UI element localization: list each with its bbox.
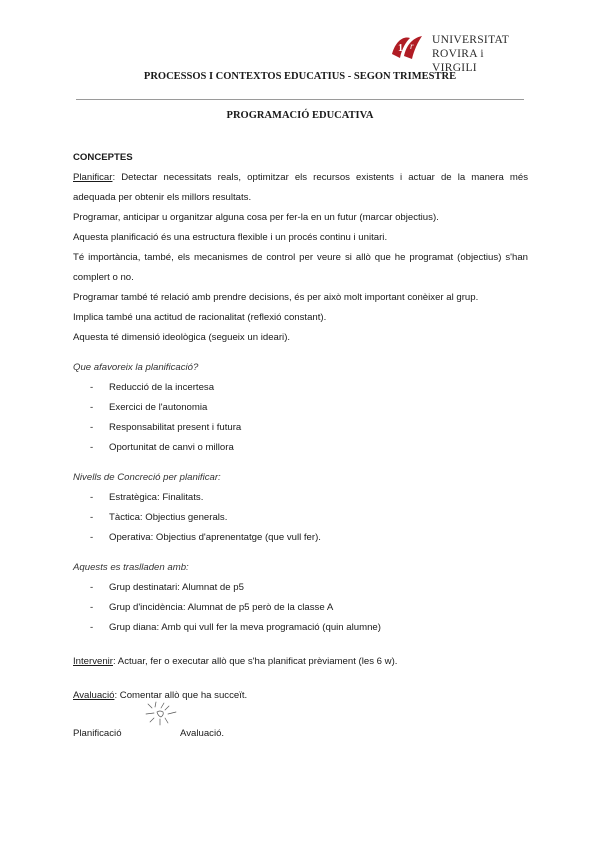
urv-emblem-icon [390, 32, 426, 62]
logo-text [432, 33, 530, 75]
paragraph: Implica també una actitud de racionalitat (reflexió constant). [73, 312, 327, 323]
logo-line-1: UNIVERSITAT [432, 34, 510, 46]
list-item: - Grup diana: Amb qui vull fer la meva programació (quin alumne) [73, 618, 528, 638]
list-item: - Exercici de l'autonomia [73, 398, 528, 418]
paragraph: Programar també té relació amb prendre decisions, és per això molt important conèixer al grup. [73, 292, 479, 303]
section-heading-conceptes: CONCEPTES [73, 152, 133, 163]
list-nivells [73, 488, 528, 548]
svg-text:1: 1 [398, 43, 403, 54]
paragraph: Aquesta planificació és una estructura flexible i un procés continu i unitari. [73, 232, 388, 243]
footer-label-avaluacio: Avaluació. [180, 728, 225, 739]
intervenir-text: : Actuar, fer o executar allò que s'ha planificat prèviament (les 6 w). [113, 656, 398, 667]
planificar-text: : Detectar necessitats reals, optimitzar els recursos existents i actuar de la manera més adequada per obtenir els millors resultats. [73, 172, 528, 203]
footer-row [73, 724, 225, 744]
document-body [73, 148, 528, 706]
document-title: PROGRAMACIÓ EDUCATIVA [226, 110, 374, 121]
list-item: - Responsabilitat present i futura [73, 418, 528, 438]
page-header-title: PROCESSOS I CONTEXTOS EDUCATIUS - SEGON TRIMESTRE [143, 71, 457, 82]
paragraph: Aquesta té dimensió ideològica (segueix un ideari). [73, 332, 291, 343]
term-avaluacio: Avaluació [73, 690, 115, 701]
paragraph: Programar, anticipar u organitzar alguna cosa per fer-la en un futur (marcar objectius). [73, 212, 439, 223]
list-item: - Operativa: Objectius d'aprenentatge (que vull fer). [73, 528, 528, 548]
list-item: - Tàctica: Objectius generals. [73, 508, 528, 528]
list-item: - Oportunitat de canvi o millora [73, 438, 528, 458]
subheading-afavoreix: Que afavoreix la planificació? [73, 362, 199, 373]
spacer [73, 348, 528, 358]
list-item: - Estratègica: Finalitats. [73, 488, 528, 508]
scribble-mark-icon [142, 700, 182, 730]
spacer [73, 548, 528, 558]
header-divider [76, 99, 524, 100]
logo-line-2: ROVIRA i VIRGILI [432, 48, 484, 74]
footer-label-planificacio: Planificació [73, 728, 122, 739]
spacer [73, 672, 528, 686]
svg-text:r: r [410, 41, 414, 51]
term-planificar: Planificar [73, 172, 113, 183]
list-item: - Reducció de la incertesa [73, 378, 528, 398]
university-logo [390, 30, 530, 74]
list-afavoreix [73, 378, 528, 458]
spacer [73, 458, 528, 468]
list-item: - Grup d'incidència: Alumnat de p5 però de la classe A [73, 598, 528, 618]
avaluacio-text: : Comentar allò que ha succeït. [114, 690, 248, 701]
paragraph: Té importància, també, els mecanismes de control per veure si allò que he programat (objectius) s'han complert o no. [73, 252, 528, 283]
spacer [73, 638, 528, 652]
subheading-traslladen: Aquests es traslladen amb: [73, 562, 189, 573]
term-intervenir: Intervenir [73, 656, 113, 667]
list-item: - Grup destinatari: Alumnat de p5 [73, 578, 528, 598]
subheading-nivells: Nivells de Concreció per planificar: [73, 472, 221, 483]
planificar-definition [73, 168, 528, 208]
list-traslladen [73, 578, 528, 638]
intervenir-definition [73, 652, 528, 672]
